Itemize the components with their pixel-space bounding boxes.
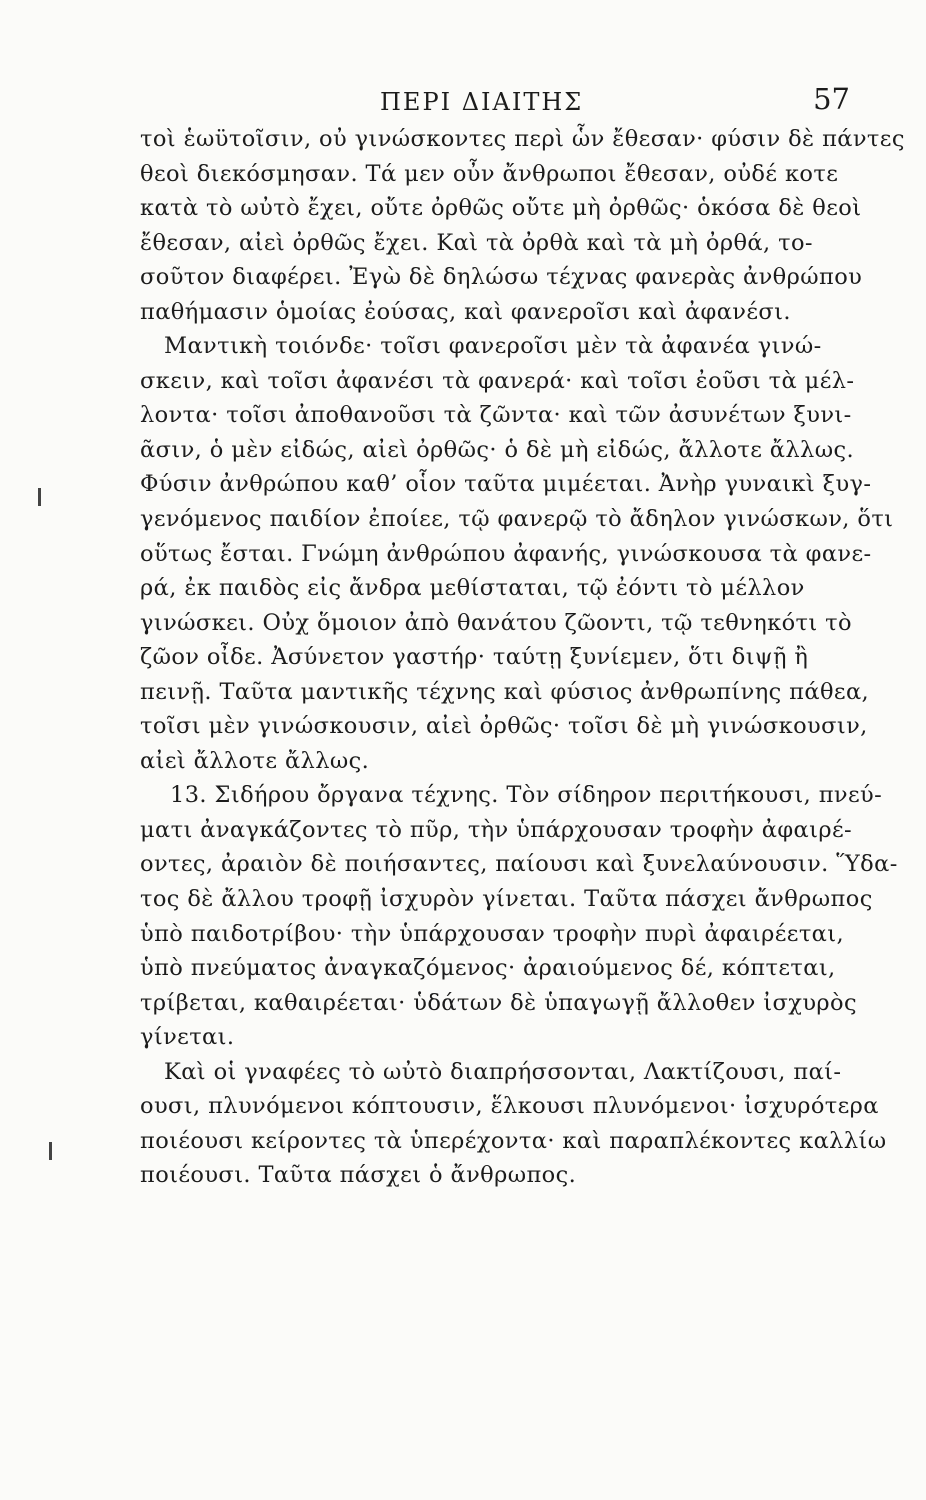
text-line: ποιέουσι κείροντες τὰ ὑπερέχοντα· καὶ παραπλέκοντες καλλίω xyxy=(140,1127,887,1154)
text-line: ὑπὸ παιδοτρίβου· τὴν ὑπάρχουσαν τροφὴν πυρὶ ἀφαιρέεται, xyxy=(140,920,845,947)
running-title: ΠΕΡΙ ΔΙΑΙΤΗΣ xyxy=(380,88,584,116)
text-line: οντες, ἀραιὸν δὲ ποιήσαντες, παίουσι καὶ ξυνελαύνουσιν. Ὕδα- xyxy=(140,851,898,878)
text-line: γίνεται. xyxy=(140,1024,235,1051)
running-header xyxy=(140,82,860,122)
text-line: σοῦτον διαφέρει. Ἐγὼ δὲ δηλώσω τέχνας φανερὰς ἀνθρώπου xyxy=(140,264,863,291)
paragraph-start-line: Μαντικὴ τοιόνδε· τοῖσι φανεροῖσι μὲν τὰ ἀφανέα γινώ- xyxy=(164,333,822,360)
text-line: ἔθεσαν, αἰεὶ ὀρθῶς ἔχει. Καὶ τὰ ὀρθὰ καὶ τὰ μὴ ὀρθά, το- xyxy=(140,229,813,256)
text-line: τοῖσι μὲν γινώσκουσιν, αἰεὶ ὀρθῶς· τοῖσι δὲ μὴ γινώσκουσιν, xyxy=(140,713,868,740)
text-line: γενόμενος παιδίον ἐποίεε, τῷ φανερῷ τὸ ἄδηλον γινώσκων, ὅτι xyxy=(140,506,894,533)
text-line: οὕτως ἔσται. Γνώμη ἀνθρώπου ἀφανής, γινώσκουσα τὰ φανε- xyxy=(140,540,872,567)
text-line: παθήμασιν ὁμοίας ἐούσας, καὶ φανεροῖσι καὶ ἀφανέσι. xyxy=(140,298,791,325)
text-line: κατὰ τὸ ωὐτὸ ἔχει, οὔτε ὀρθῶς οὔτε μὴ ὀρθῶς· ὁκόσα δὲ θεοὶ xyxy=(140,195,862,222)
text-line: πεινῇ. Ταῦτα μαντικῆς τέχνης καὶ φύσιος ἀνθρωπίνης πάθεα, xyxy=(140,678,870,705)
text-line: σκειν, καὶ τοῖσι ἀφανέσι τὰ φανερά· καὶ τοῖσι ἐοῦσι τὰ μέλ- xyxy=(140,367,855,394)
text-line: αἰεὶ ἄλλοτε ἄλλως. xyxy=(140,747,370,774)
margin-mark xyxy=(38,488,41,506)
text-line: γινώσκει. Οὐχ ὅμοιον ἀπὸ θανάτου ζῶοντι, τῷ τεθνηκότι τὸ xyxy=(140,609,852,636)
text-line: ουσι, πλυνόμενοι κόπτουσιν, ἕλκουσι πλυνόμενοι· ἰσχυρότερα xyxy=(140,1093,879,1120)
text-line: ρά, ἐκ παιδὸς εἰς ἄνδρα μεθίσταται, τῷ ἐόντι τὸ μέλλον xyxy=(140,575,805,602)
text-line: ματι ἀναγκάζοντες τὸ πῦρ, τὴν ὑπάρχουσαν τροφὴν ἀφαιρέ- xyxy=(140,816,853,843)
page-number: 57 xyxy=(813,82,850,116)
text-line: ᾶσιν, ὁ μὲν εἰδώς, αἰεὶ ὀρθῶς· ὁ δὲ μὴ εἰδώς, ἄλλοτε ἄλλως. xyxy=(140,436,855,463)
text-line: τρίβεται, καθαιρέεται· ὑδάτων δὲ ὑπαγωγῇ ἄλλοθεν ἰσχυρὸς xyxy=(140,989,857,1016)
section-13-start-line: 13. Σιδήρου ὄργανα τέχνης. Τὸν σίδηρον περιτήκουσι, πνεύ- xyxy=(170,782,883,809)
text-line: τος δὲ ἄλλου τροφῇ ἰσχυρὸν γίνεται. Ταῦτα πάσχει ἄνθρωπος xyxy=(140,886,873,913)
text-line: θεοὶ διεκόσμησαν. Τά μεν οὖν ἄνθρωποι ἔθεσαν, οὐδέ κοτε xyxy=(140,160,839,187)
text-line: ποιέουσι. Ταῦτα πάσχει ὁ ἄνθρωπος. xyxy=(140,1162,577,1189)
text-line: λοντα· τοῖσι ἀποθανοῦσι τὰ ζῶντα· καὶ τῶν ἀσυνέτων ξυνι- xyxy=(140,402,852,429)
text-line: ὑπὸ πνεύματος ἀναγκαζόμενος· ἀραιούμενος δέ, κόπτεται, xyxy=(140,955,836,982)
paragraph-start-line: Καὶ οἱ γναφέες τὸ ωὐτὸ διαπρήσσονται, Λακτίζουσι, παί- xyxy=(164,1058,842,1085)
text-line: τοὶ ἑωϋτοῖσιν, οὐ γινώσκοντες περὶ ὧν ἔθεσαν· φύσιν δὲ πάντες xyxy=(140,126,905,152)
margin-mark xyxy=(49,1142,52,1160)
text-body xyxy=(140,122,905,1193)
text-line: ζῶον οἶδε. Ἀσύνετον γαστήρ· ταύτῃ ξυνίεμεν, ὅτι διψῇ ἢ xyxy=(140,644,809,671)
text-line: Φύσιν ἀνθρώπου καθ’ οἷον ταῦτα μιμέεται. Ἀνὴρ γυναικὶ ξυγ- xyxy=(140,471,872,498)
